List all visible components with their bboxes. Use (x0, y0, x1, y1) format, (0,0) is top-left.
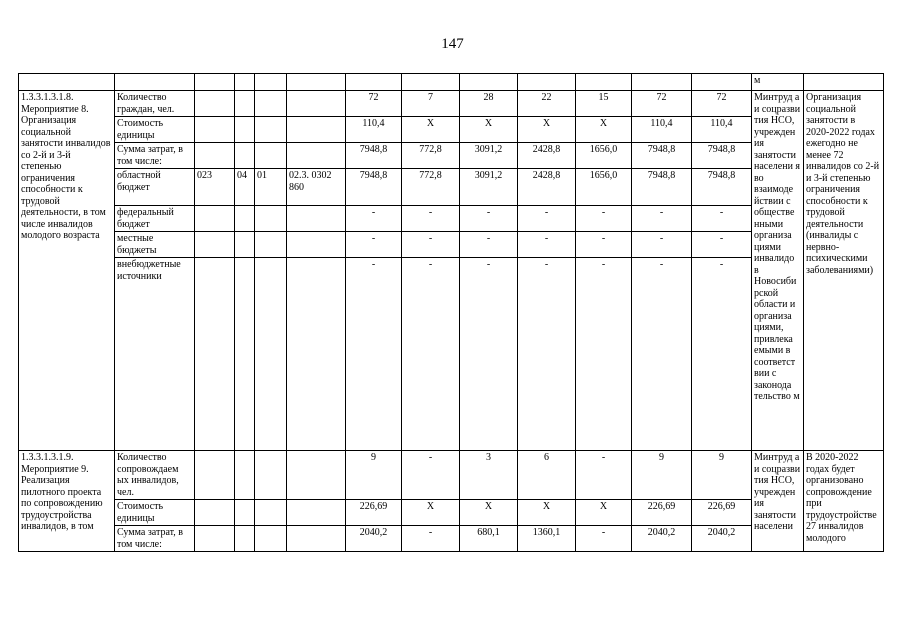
row-label: Количество граждан, чел. (115, 91, 195, 117)
row-label: федеральный бюджет (115, 206, 195, 232)
cell-value: 9 (692, 451, 752, 500)
cell-value: 110,4 (692, 117, 752, 143)
page-bottom-margin (0, 561, 905, 640)
cell-value: 1656,0 (576, 143, 632, 169)
cell-value: Х (460, 117, 518, 143)
row-label: Сумма затрат, в том числе: (115, 526, 195, 552)
cell-value: - (576, 526, 632, 552)
cell-value: 680,1 (460, 526, 518, 552)
cell-value: Х (576, 117, 632, 143)
cell-value: 3091,2 (460, 169, 518, 206)
cell-value: - (518, 258, 576, 451)
cell-value: - (460, 232, 518, 258)
cell-value: - (346, 206, 402, 232)
cell-value: 7948,8 (692, 143, 752, 169)
cell-value: - (632, 206, 692, 232)
cell-value: 3 (460, 451, 518, 500)
cell-value: 110,4 (346, 117, 402, 143)
row-label: Количество сопровождаем ых инвалидов, чел. (115, 451, 195, 500)
cell-value: - (402, 451, 460, 500)
cell-value: 7948,8 (632, 143, 692, 169)
cell-value: - (632, 258, 692, 451)
budget-code: 023 (195, 169, 235, 206)
table-row (19, 91, 884, 117)
row-label: местные бюджеты (115, 232, 195, 258)
cell-value: Х (518, 117, 576, 143)
cell-value: - (576, 451, 632, 500)
cell-value: Х (402, 500, 460, 526)
row-label: областной бюджет (115, 169, 195, 206)
cell-value: 2428,8 (518, 169, 576, 206)
cell-value: - (576, 258, 632, 451)
cell-value: - (402, 526, 460, 552)
program-table (18, 73, 884, 552)
cell-value: 28 (460, 91, 518, 117)
page-number: 147 (441, 36, 464, 52)
row-label: Сумма затрат, в том числе: (115, 143, 195, 169)
measure-title: 1.3.3.1.3.1.8. Мероприятие 8. Организация социальной занятости инвалидов со 2-й и 3-й степенью ограничения способности к трудовой деятельности, в том числе инвалидов молодого возраста (19, 91, 115, 451)
cell-value: 22 (518, 91, 576, 117)
cell-value: 110,4 (632, 117, 692, 143)
executor-cell: Минтруд а и соцразви тия НСО, учрежден ия занятости населени (752, 451, 804, 552)
cell-value: 7948,8 (346, 143, 402, 169)
result-cell: В 2020-2022 годах будет организовано сопровождение при трудоустройстве 27 инвалидов молодого (804, 451, 884, 552)
cell-value: 1656,0 (576, 169, 632, 206)
cell-value: 72 (632, 91, 692, 117)
cell-value: - (346, 258, 402, 451)
cell-value: 7948,8 (632, 169, 692, 206)
result-cell: Организация социальной занятости в 2020-2022 годах ежегодно не менее 72 инвалидов со 2-й и 3-й степенью ограничения способности к трудовой деятельности (инвалиды с нервно-психическими заболеваниями) (804, 91, 884, 451)
cell-value: 15 (576, 91, 632, 117)
cell-value: Х (460, 500, 518, 526)
cell-value: - (576, 232, 632, 258)
cell-value: Х (576, 500, 632, 526)
cell-value: 2040,2 (632, 526, 692, 552)
row-label: Стоимость единицы (115, 500, 195, 526)
cell-value: 2040,2 (692, 526, 752, 552)
budget-code: 01 (255, 169, 287, 206)
cell-value: - (402, 258, 460, 451)
budget-code: 02.3. 0302 860 (287, 169, 346, 206)
cell-value: - (518, 232, 576, 258)
cell-value: - (576, 206, 632, 232)
cell-value: - (402, 206, 460, 232)
table-row (19, 74, 884, 91)
cell-value: 7948,8 (692, 169, 752, 206)
cell-value: - (460, 206, 518, 232)
executor-continuation: м (752, 74, 804, 91)
cell-value: - (692, 258, 752, 451)
cell-value: Х (402, 117, 460, 143)
budget-code: 04 (235, 169, 255, 206)
cell-value: 226,69 (692, 500, 752, 526)
cell-value: 72 (692, 91, 752, 117)
cell-value: - (346, 232, 402, 258)
cell-value: - (692, 206, 752, 232)
cell-value: 9 (346, 451, 402, 500)
cell-value: 72 (346, 91, 402, 117)
row-label: внебюджетные источники (115, 258, 195, 451)
cell-value: 3091,2 (460, 143, 518, 169)
row-label: Стоимость единицы (115, 117, 195, 143)
cell-value: - (632, 232, 692, 258)
executor-cell: Минтруд а и соцразви тия НСО, учрежден ия занятости населени я во взаимоде йствии с обществе нными организа циями инвалидо в Новосиби рской области и организа циями, привлека емыми в соответст вии с законода тельство м (752, 91, 804, 451)
cell-value: 1360,1 (518, 526, 576, 552)
cell-value: Х (518, 500, 576, 526)
cell-value: 226,69 (632, 500, 692, 526)
cell-value: 772,8 (402, 143, 460, 169)
cell-value: 9 (632, 451, 692, 500)
table-row (19, 451, 884, 500)
cell-value: - (402, 232, 460, 258)
cell-value: - (518, 206, 576, 232)
measure-title: 1.3.3.1.3.1.9. Мероприятие 9. Реализация пилотного проекта по сопровождению трудоустройства инвалидов, в том (19, 451, 115, 552)
cell-value: - (692, 232, 752, 258)
cell-value: 7948,8 (346, 169, 402, 206)
cell-value: 226,69 (346, 500, 402, 526)
cell-value: 772,8 (402, 169, 460, 206)
cell-value: 2428,8 (518, 143, 576, 169)
cell-value: 2040,2 (346, 526, 402, 552)
cell-value: 7 (402, 91, 460, 117)
cell-value: - (460, 258, 518, 451)
cell-value: 6 (518, 451, 576, 500)
